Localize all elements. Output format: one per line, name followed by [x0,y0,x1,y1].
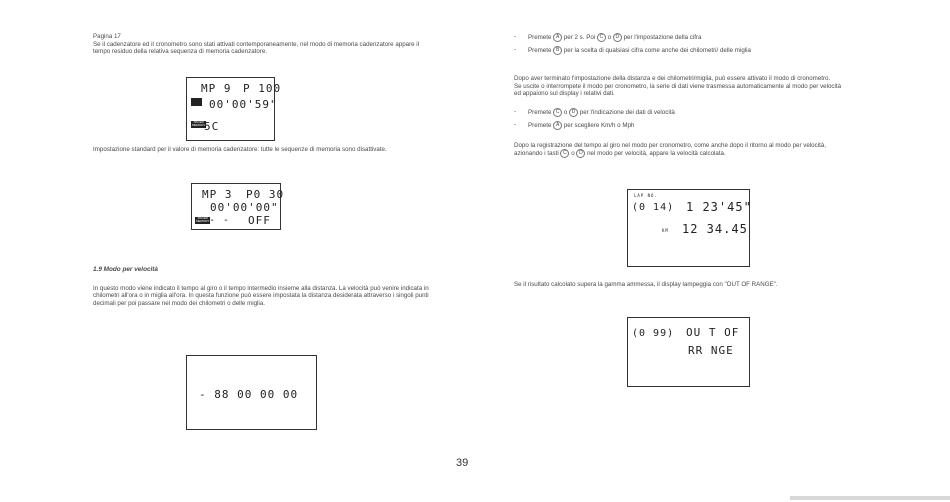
key-d-icon: D [613,33,622,42]
key-c-icon: C [597,33,606,42]
lcd-display-4 [627,189,750,267]
paragraph: Se uscite o interrompete il modo per cronometro, la serie di dati viene trasmessa automaticamente al modo per velocità ed appaiono sul display i relativi dati. [514,82,842,98]
list-item: - Premete C o D per l'indicazione dei dati di velocità [514,107,675,116]
left-column-3 [93,266,433,307]
lcd-text: OFF [248,214,271,227]
pacer-memory-badge: PACER MEMORY [192,120,206,128]
lcd-text: - 88 00 00 00 [199,388,299,401]
lcd-text: LAP NO. [634,193,658,198]
key-d-icon: D [569,108,578,117]
paragraph: Dopo aver terminato l'impostazione della distanza e dei chilometri/miglia, può essere attivato il modo di cronometro. [514,75,831,82]
key-b-icon: B [553,46,562,55]
page-number: 39 [456,457,469,469]
lcd-text: 12 34.45 [682,222,748,236]
lcd-text: (0 99) [632,328,675,339]
key-d-icon: D [576,149,585,158]
lcd-text: - - [209,215,231,226]
section-heading: 1.9 Modo per velocità [93,266,158,273]
key-a-icon: A [553,33,562,42]
lcd-text: P0 30 [246,188,285,201]
runner-icon [191,98,202,106]
lcd-display-3 [186,355,317,430]
lcd-text: 00'00'59" [209,98,278,111]
paragraph: Se il cadenzatore ed il cronometro sono stati attivati contemporaneamente, nel modo di memoria cadenzatore appare il tempo residuo della relativa sequenza di memoria cadenzatore. [93,40,420,56]
lcd-text: MP 3 [202,188,233,201]
lcd-text: MP 9 [201,82,232,95]
key-a-icon: A [553,121,562,130]
pacer-memory-badge: PACER MEMORY [196,216,210,224]
right-column [514,33,849,158]
key-c-icon: C [553,108,562,117]
lcd-text: KM [662,228,669,233]
paragraph: Impostazione standard per il valore di memoria cadenzatore: tutte le sequenze di memoria sono disattivate. [93,146,387,153]
key-c-icon: C [560,149,569,158]
paragraph: In questo modo viene indicato il tempo al giro o il tempo intermedio insieme alla distanza. La velocità può venire indicata in chilometri all'ora o in miglia all'ora. In questa funzione può essere impostata la distanza desiderata attraverso i singoli punti decimali per poi passare nel modo dei chilometri o delle miglia. [93,284,429,307]
lcd-display-1 [186,77,282,141]
lcd-text: P 100 [243,82,282,95]
left-column-2 [93,146,433,154]
paragraph: Se il risultato calcolato supera la gamma ammessa, il display lampeggia con "OUT OF RANGE". [514,281,778,288]
list-item: - Premete B per la scelta di qualsiasi cifra come anche dei chilometri/ delle miglia [514,46,751,55]
lcd-text: RR NGE [688,344,734,357]
lcd-text: 00'00'00" [210,201,279,214]
horizontal-scrollbar[interactable] [790,496,950,500]
lcd-text: 1 23'45" [686,200,752,214]
paragraph: Dopo la registrazione del tempo al giro nel modo per cronometro, come anche dopo il ritorno al modo per velocità, azionando i tasti C o D nel modo per velocità, appare la velocità calcolata. [514,141,826,158]
lcd-text: OU T OF [686,326,740,339]
lcd-display-2 [191,183,285,230]
page-label: Pagina 17 [93,33,121,40]
lcd-display-5 [627,317,750,387]
right-column-2 [514,281,849,289]
left-column [93,33,433,56]
list-item: - Premete A per 2 s. Poi C o D per l'impostazione della cifra [514,33,702,42]
lcd-text: (0 14) [632,202,675,213]
list-item: - Premete A per scegliere Km/h o Mph [514,120,635,129]
lcd-text: 5C [204,120,220,133]
